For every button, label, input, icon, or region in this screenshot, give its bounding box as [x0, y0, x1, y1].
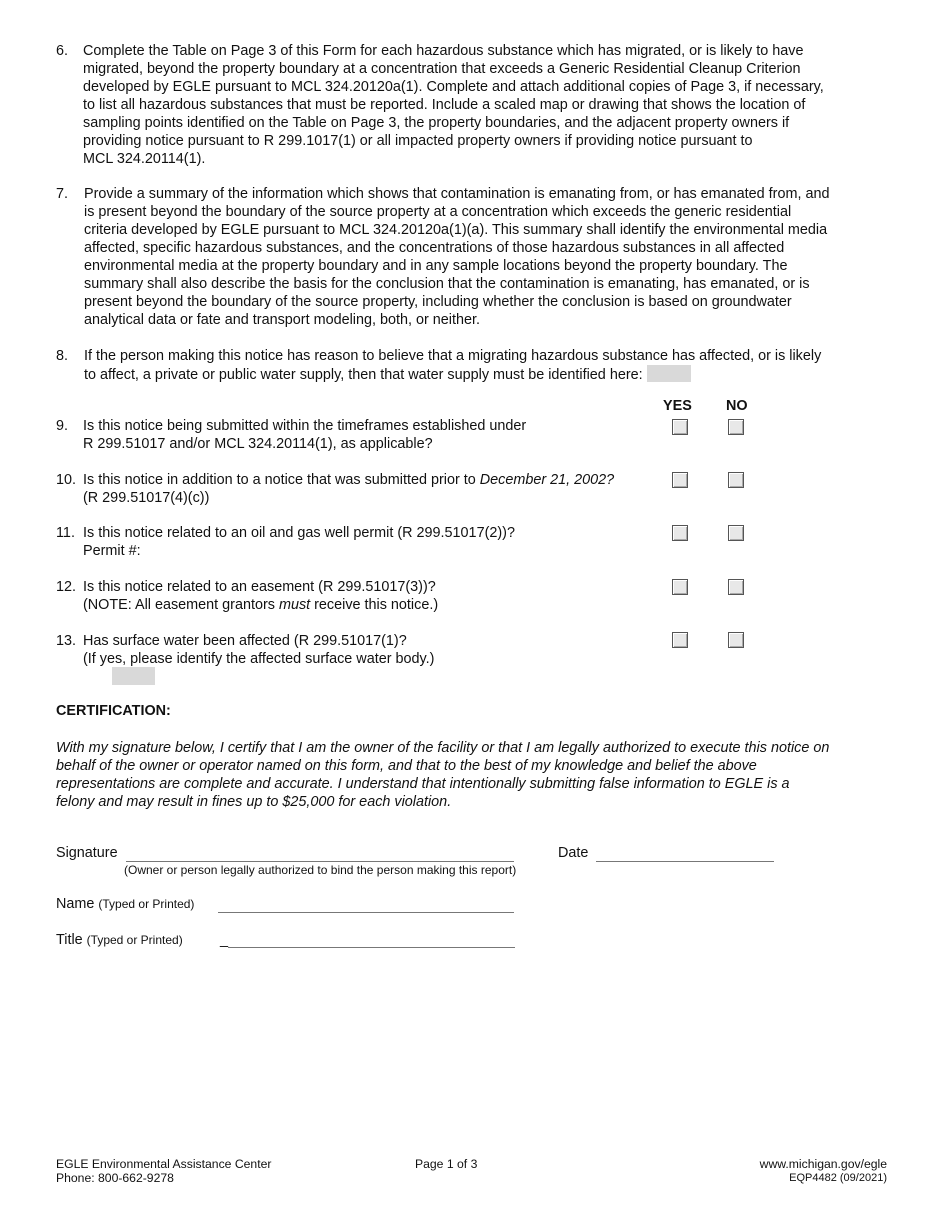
question-text	[83, 471, 666, 507]
item-number: 6.	[56, 43, 69, 59]
q13-yes-checkbox[interactable]	[672, 632, 688, 648]
question-number: 13.	[56, 633, 77, 649]
item-text	[83, 42, 896, 168]
title-hint: (Typed or Printed)	[86, 933, 183, 947]
text-line: criteria developed by EGLE pursuant to MCL 324.20120a(1)(a). This summary shall identify the environmental media	[84, 222, 828, 238]
text-line: felony and may result in fines up to $25,000 for each violation.	[56, 794, 452, 810]
text-line: (If yes, please identify the affected surface water body.)	[83, 651, 435, 667]
name-label-group	[56, 896, 194, 912]
q9-yes-checkbox[interactable]	[672, 419, 688, 435]
text-line: to list all hazardous substances that must be reported. Include a scaled map or drawing that shows the location of	[83, 97, 806, 113]
question-number: 9.	[56, 418, 69, 434]
q12-yes-checkbox[interactable]	[672, 579, 688, 595]
name-line[interactable]	[218, 912, 514, 913]
title-line[interactable]	[228, 947, 515, 948]
question-10	[56, 471, 666, 507]
yes-column-header: YES	[663, 398, 692, 414]
question-text	[83, 417, 656, 453]
text-line: Is this notice being submitted within the timeframes established under	[83, 418, 527, 434]
footer-right-block	[760, 1157, 887, 1185]
text-line: developed by EGLE pursuant to MCL 324.20120a(1). Complete and attach additional copies of Page 3, if necessary,	[83, 79, 824, 95]
q10-yes-checkbox[interactable]	[672, 472, 688, 488]
question-number: 12.	[56, 579, 77, 595]
text-line: MCL 324.20114(1).	[83, 151, 206, 167]
text-line: summary shall also describe the basis for the conclusion that the contamination is emanating, has emanated, or is	[84, 276, 810, 292]
title-label-group	[56, 932, 183, 948]
no-column-header: NO	[726, 398, 748, 414]
date-emphasis: December 21, 2002?	[479, 472, 615, 488]
question-text	[83, 632, 656, 668]
footer-org: EGLE Environmental Assistance Center	[56, 1157, 272, 1171]
water-supply-field[interactable]	[647, 365, 691, 382]
item-number: 7.	[56, 186, 69, 202]
signature-note: (Owner or person legally authorized to bind the person making this report)	[124, 863, 517, 877]
question-11	[56, 524, 656, 560]
signature-label: Signature	[56, 845, 118, 861]
footer-phone: Phone: 800-662-9278	[56, 1171, 174, 1185]
text-segment: receive this notice.)	[310, 597, 439, 613]
instruction-item-6	[56, 42, 896, 168]
page-number: Page 1 of 3	[415, 1157, 478, 1171]
text-segment: Is this notice in addition to a notice that was submitted prior to	[83, 472, 480, 488]
question-13	[56, 632, 656, 668]
signature-line[interactable]	[126, 861, 514, 862]
q13-no-checkbox[interactable]	[728, 632, 744, 648]
certification-statement	[56, 739, 906, 811]
item-text	[84, 185, 896, 329]
question-12	[56, 578, 656, 614]
date-label: Date	[558, 845, 589, 861]
date-line[interactable]	[596, 861, 774, 862]
name-hint: (Typed or Printed)	[98, 897, 195, 911]
instruction-item-7	[56, 185, 896, 329]
title-prefix: _	[220, 932, 229, 948]
text-line: Is this notice related to an easement (R 299.51017(3))?	[83, 579, 436, 595]
question-number: 11.	[56, 525, 75, 541]
text-line: Has surface water been affected (R 299.51017(1)?	[83, 633, 407, 649]
q12-no-checkbox[interactable]	[728, 579, 744, 595]
text-segment: (NOTE: All easement grantors	[83, 597, 279, 613]
question-number: 10.	[56, 472, 77, 488]
text-line: representations are complete and accurate. I understand that intentionally submitting false information to EGLE is a	[56, 776, 790, 792]
q10-no-checkbox[interactable]	[728, 472, 744, 488]
text-line	[83, 596, 656, 614]
q9-no-checkbox[interactable]	[728, 419, 744, 435]
question-text	[83, 578, 656, 614]
text-line: is present beyond the boundary of the source property at a concentration which exceeds the generic residential	[84, 204, 792, 220]
text-line: sampling points identified on the Table on Page 3, the property boundaries, and the adjacent property owners if	[83, 115, 790, 131]
text-line: If the person making this notice has reason to believe that a migrating hazardous substance has affected, or is likely	[84, 348, 822, 364]
certification-heading: CERTIFICATION:	[56, 703, 171, 719]
text-line: affected, specific hazardous substances, and the concentrations of those hazardous substances in all affected	[84, 240, 785, 256]
instruction-item-8	[56, 347, 896, 384]
q11-yes-checkbox[interactable]	[672, 525, 688, 541]
text-line: analytical data or fate and transport modeling, both, or neither.	[84, 312, 480, 328]
text-line: Provide a summary of the information which shows that contamination is emanating from, or has emanated from, and	[84, 186, 830, 202]
text-line: behalf of the owner or operator named on this form, and that to the best of my knowledge and belief the above	[56, 758, 757, 774]
text-line-with-field	[84, 365, 896, 384]
text-line	[83, 471, 666, 489]
q11-no-checkbox[interactable]	[728, 525, 744, 541]
text-line: migrated, beyond the property boundary at a concentration that exceeds a Generic Residential Cleanup Criterion	[83, 61, 801, 77]
item-text	[84, 347, 896, 384]
title-label: Title	[56, 932, 83, 948]
surface-water-body-field[interactable]	[112, 667, 155, 685]
text-line: With my signature below, I certify that I am the owner of the facility or that I am legally authorized to execute this notice on	[56, 740, 830, 756]
permit-number-label: Permit #:	[83, 543, 141, 559]
text-line: present beyond the boundary of the source property, including whether the conclusion is based on groundwater	[84, 294, 792, 310]
text-line: providing notice pursuant to R 299.1017(1) or all impacted property owners if providing notice pursuant to	[83, 133, 753, 149]
name-label: Name	[56, 896, 95, 912]
emphasis: must	[278, 597, 311, 613]
footer-website[interactable]: www.michigan.gov/egle	[759, 1157, 887, 1171]
text-line: R 299.51017 and/or MCL 324.20114(1), as applicable?	[83, 436, 433, 452]
question-9	[56, 417, 656, 453]
text-line: (R 299.51017(4)(c))	[83, 490, 210, 506]
text-line: to affect, a private or public water supply, then that water supply must be identified here:	[84, 367, 643, 383]
text-line: Is this notice related to an oil and gas well permit (R 299.51017(2))?	[83, 525, 515, 541]
footer-org-block	[56, 1157, 271, 1185]
text-line: environmental media at the property boundary and in any sample locations beyond the property boundary. The	[84, 258, 788, 274]
item-number: 8.	[56, 348, 69, 364]
text-line: Complete the Table on Page 3 of this Form for each hazardous substance which has migrated, or is likely to have	[83, 43, 804, 59]
question-text	[83, 524, 656, 560]
form-id: EQP4482 (09/2021)	[789, 1172, 887, 1184]
